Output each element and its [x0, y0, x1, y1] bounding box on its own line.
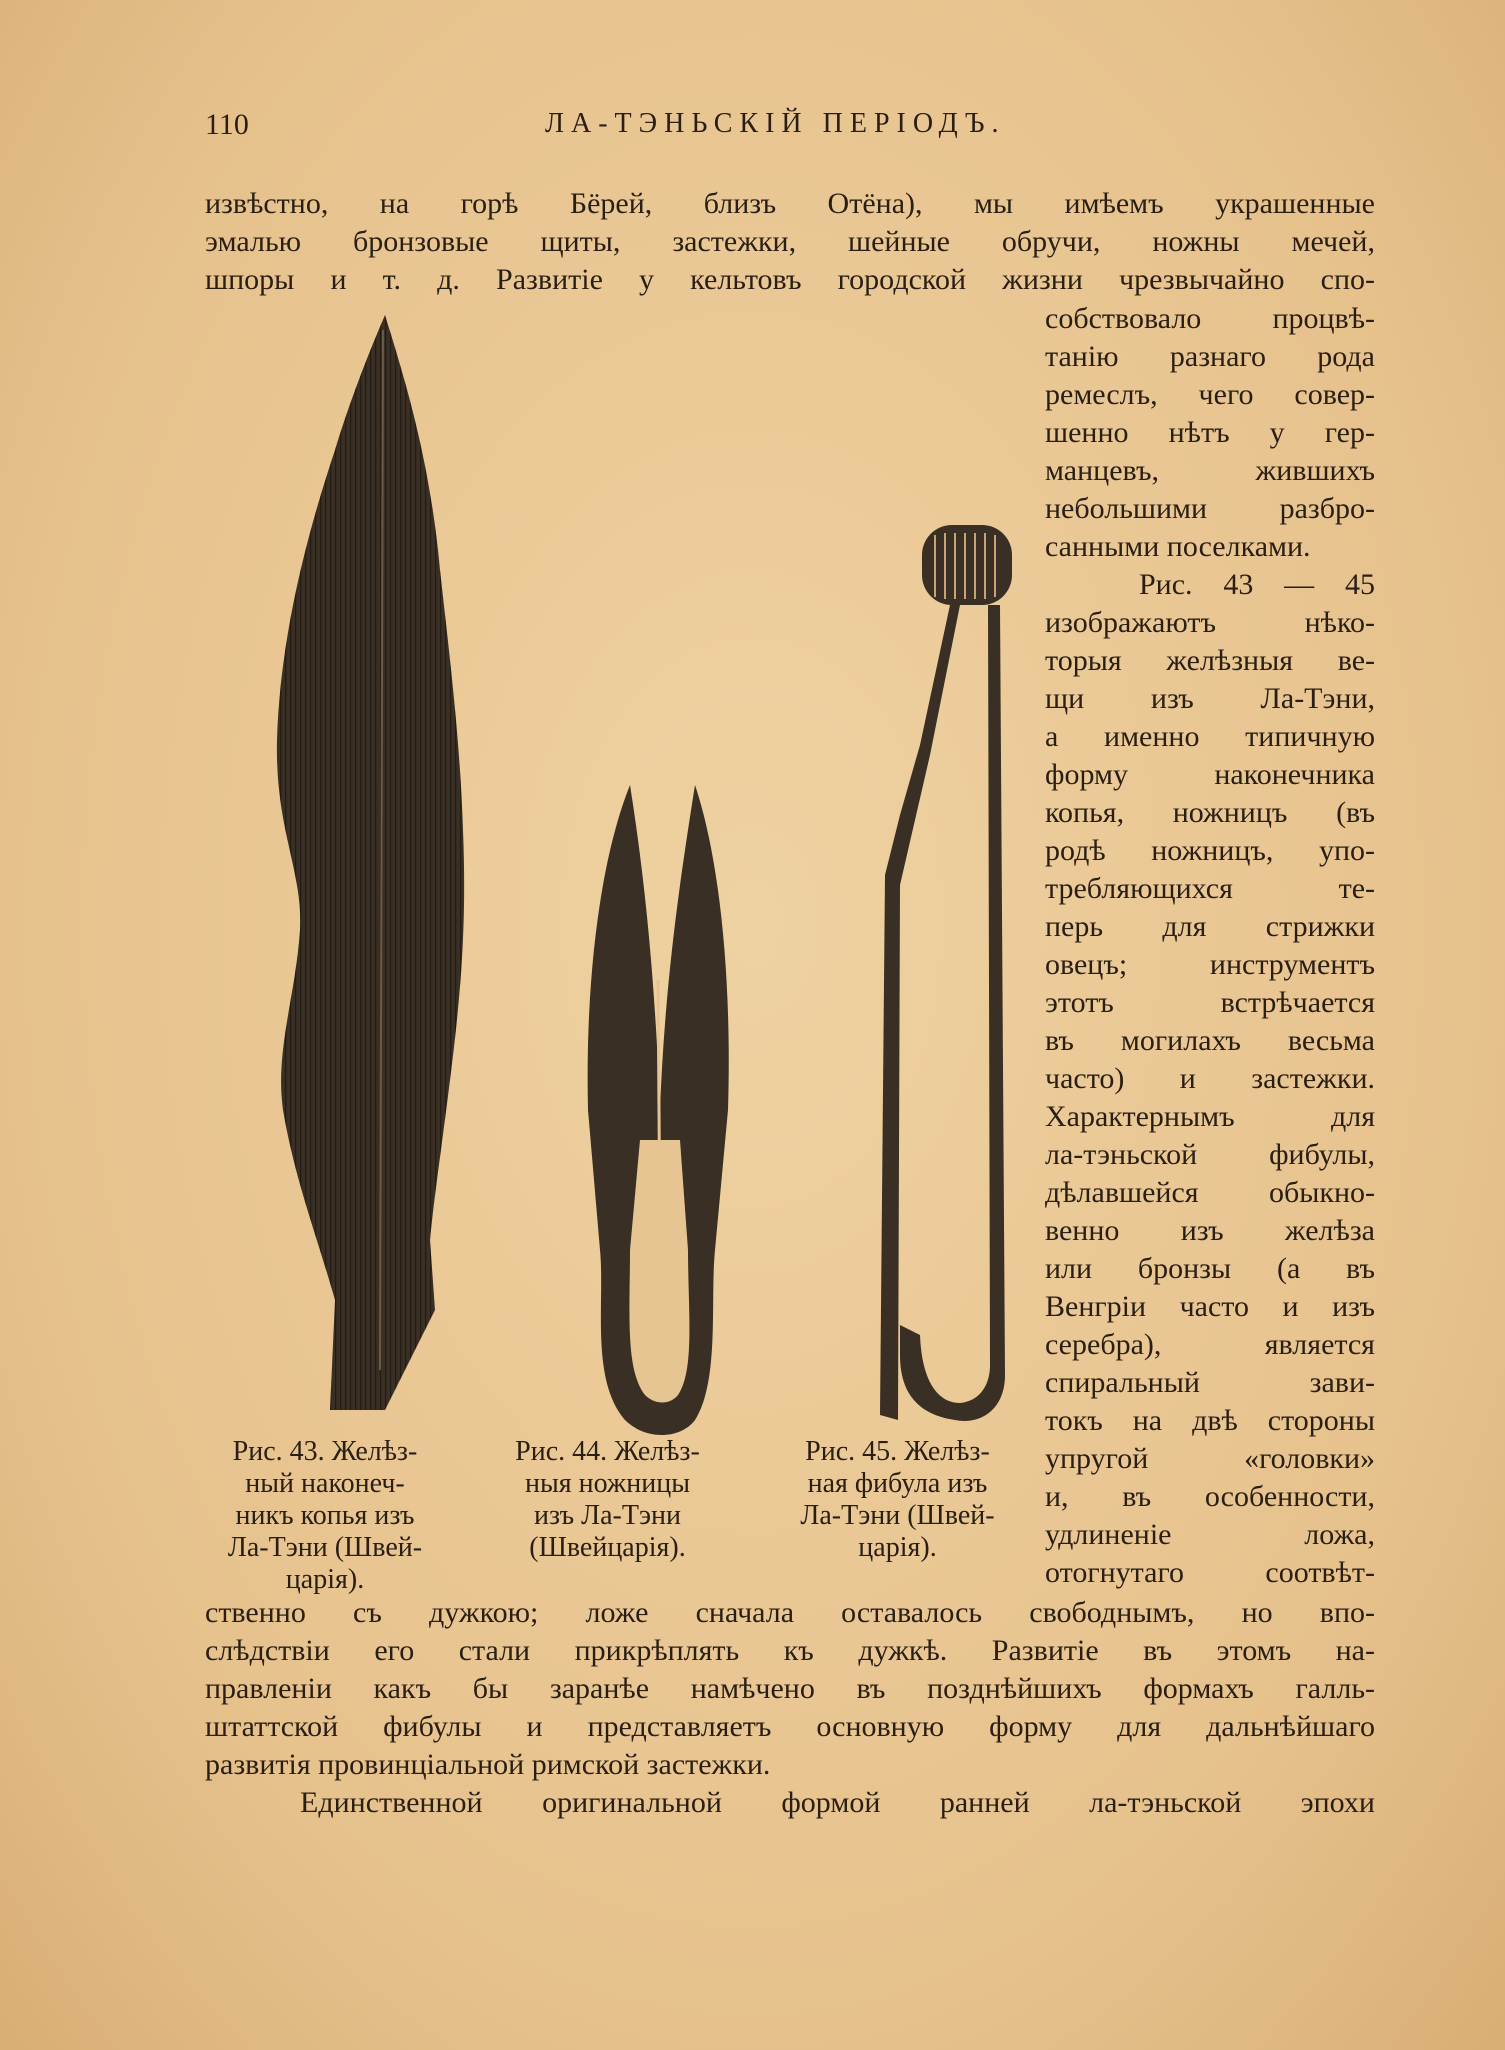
text-line: изображаютъ нѣко-: [1045, 606, 1375, 639]
text-line: санными поселками.: [1045, 530, 1311, 563]
text-line: требляющихся те-: [1045, 872, 1375, 905]
caption-line: Рис. 43. Желѣз-: [232, 1436, 418, 1467]
caption-line: царія).: [285, 1564, 365, 1595]
text-line: Венгріи часто и изъ: [1045, 1290, 1375, 1323]
running-head: ЛА-ТЭНЬСКІЙ ПЕРІОДЪ.: [545, 108, 1006, 139]
text-line: танію разнаго рода: [1045, 340, 1375, 373]
text-line: отогнутаго соотвѣт-: [1045, 1556, 1375, 1589]
text-line: ла-тэньской фибулы,: [1045, 1138, 1375, 1171]
text-line: Единственной оригинальной формой ранней ла-тэньской эпохи: [300, 1786, 1375, 1819]
caption-line: ный наконеч-: [245, 1468, 405, 1499]
text-line: перь для стрижки: [1045, 910, 1375, 943]
text-line: ственно съ дужкою; ложе сначала оставалось свободнымъ, но впо-: [205, 1596, 1375, 1629]
text-line: копья, ножницъ (въ: [1045, 796, 1375, 829]
text-line: серебра), является: [1045, 1328, 1375, 1361]
text-line: эмалью бронзовые щиты, застежки, шейные обручи, ножны мечей,: [205, 225, 1375, 258]
text-line: удлиненіе ложа,: [1045, 1518, 1375, 1551]
figure-caption-44: [475, 1436, 740, 1564]
text-line: штаттской фибулы и представляетъ основную форму для дальнѣйшаго: [205, 1710, 1375, 1743]
page-header: [205, 108, 1370, 152]
text-line: Рис. 43 — 45: [1139, 568, 1375, 601]
text-line: родѣ ножницъ, упо-: [1045, 834, 1375, 867]
text-line: венно изъ желѣза: [1045, 1214, 1375, 1247]
text-line: токъ на двѣ стороны: [1045, 1404, 1375, 1437]
text-line: дѣлавшейся обыкно-: [1045, 1176, 1375, 1209]
caption-line: царія).: [858, 1532, 937, 1563]
caption-line: изъ Ла-Тэни: [534, 1500, 681, 1531]
caption-line: ная фибула изъ: [807, 1468, 988, 1499]
text-line: шенно нѣтъ у гер-: [1045, 416, 1375, 449]
caption-line: Рис. 45. Желѣз-: [805, 1436, 990, 1467]
text-line: форму наконечника: [1045, 758, 1375, 791]
text-line: овецъ; инструментъ: [1045, 948, 1375, 981]
text-line: а именно типичную: [1045, 720, 1375, 753]
text-line: или бронзы (а въ: [1045, 1252, 1375, 1285]
text-line: правленіи какъ бы заранѣе намѣчено въ позднѣйшихъ формахъ галль-: [205, 1672, 1375, 1705]
text-line: часто) и застежки.: [1045, 1062, 1375, 1095]
text-line: небольшими разбро-: [1045, 492, 1375, 525]
caption-line: Ла-Тэни (Швей-: [227, 1532, 423, 1563]
text-line: манцевъ, жившихъ: [1045, 454, 1375, 487]
caption-line: Рис. 44. Желѣз-: [515, 1436, 700, 1467]
text-line: въ могилахъ весьма: [1045, 1024, 1375, 1057]
caption-line: Ла-Тэни (Швей-: [800, 1500, 995, 1531]
text-line: упругой «головки»: [1045, 1442, 1375, 1475]
text-line: этотъ встрѣчается: [1045, 986, 1375, 1019]
text-line: шпоры и т. д. Развитіе у кельтовъ городской жизни чрезвычайно спо-: [205, 263, 1375, 296]
text-line: торыя желѣзныя ве-: [1045, 644, 1375, 677]
spearhead-illustration: [255, 310, 475, 1420]
caption-line: (Швейцарія).: [529, 1532, 686, 1563]
text-line: слѣдствіи его стали прикрѣплять къ дужкѣ. Развитіе въ этомъ на-: [205, 1634, 1375, 1667]
figure-caption-43: [190, 1436, 460, 1596]
text-line: Характернымъ для: [1045, 1100, 1375, 1133]
fibula-illustration: [860, 515, 1030, 1435]
shears-illustration: [570, 780, 750, 1440]
caption-line: ныя ножницы: [524, 1468, 691, 1499]
caption-line: никъ копья изъ: [235, 1500, 415, 1531]
text-line: извѣстно, на горѣ Бёрей, близъ Отёна), мы имѣемъ украшенные: [205, 187, 1375, 220]
page-number: 110: [205, 108, 249, 141]
text-line: щи изъ Ла-Тэни,: [1045, 682, 1375, 715]
figure-caption-45: [765, 1436, 1030, 1564]
text-line: спиральный зави-: [1045, 1366, 1375, 1399]
text-line: развитія провинціальной римской застежки.: [205, 1748, 771, 1781]
text-line: ремеслъ, чего совер-: [1045, 378, 1375, 411]
text-line: и, въ особенности,: [1045, 1480, 1375, 1513]
text-line: собствовало процвѣ-: [1045, 302, 1375, 335]
